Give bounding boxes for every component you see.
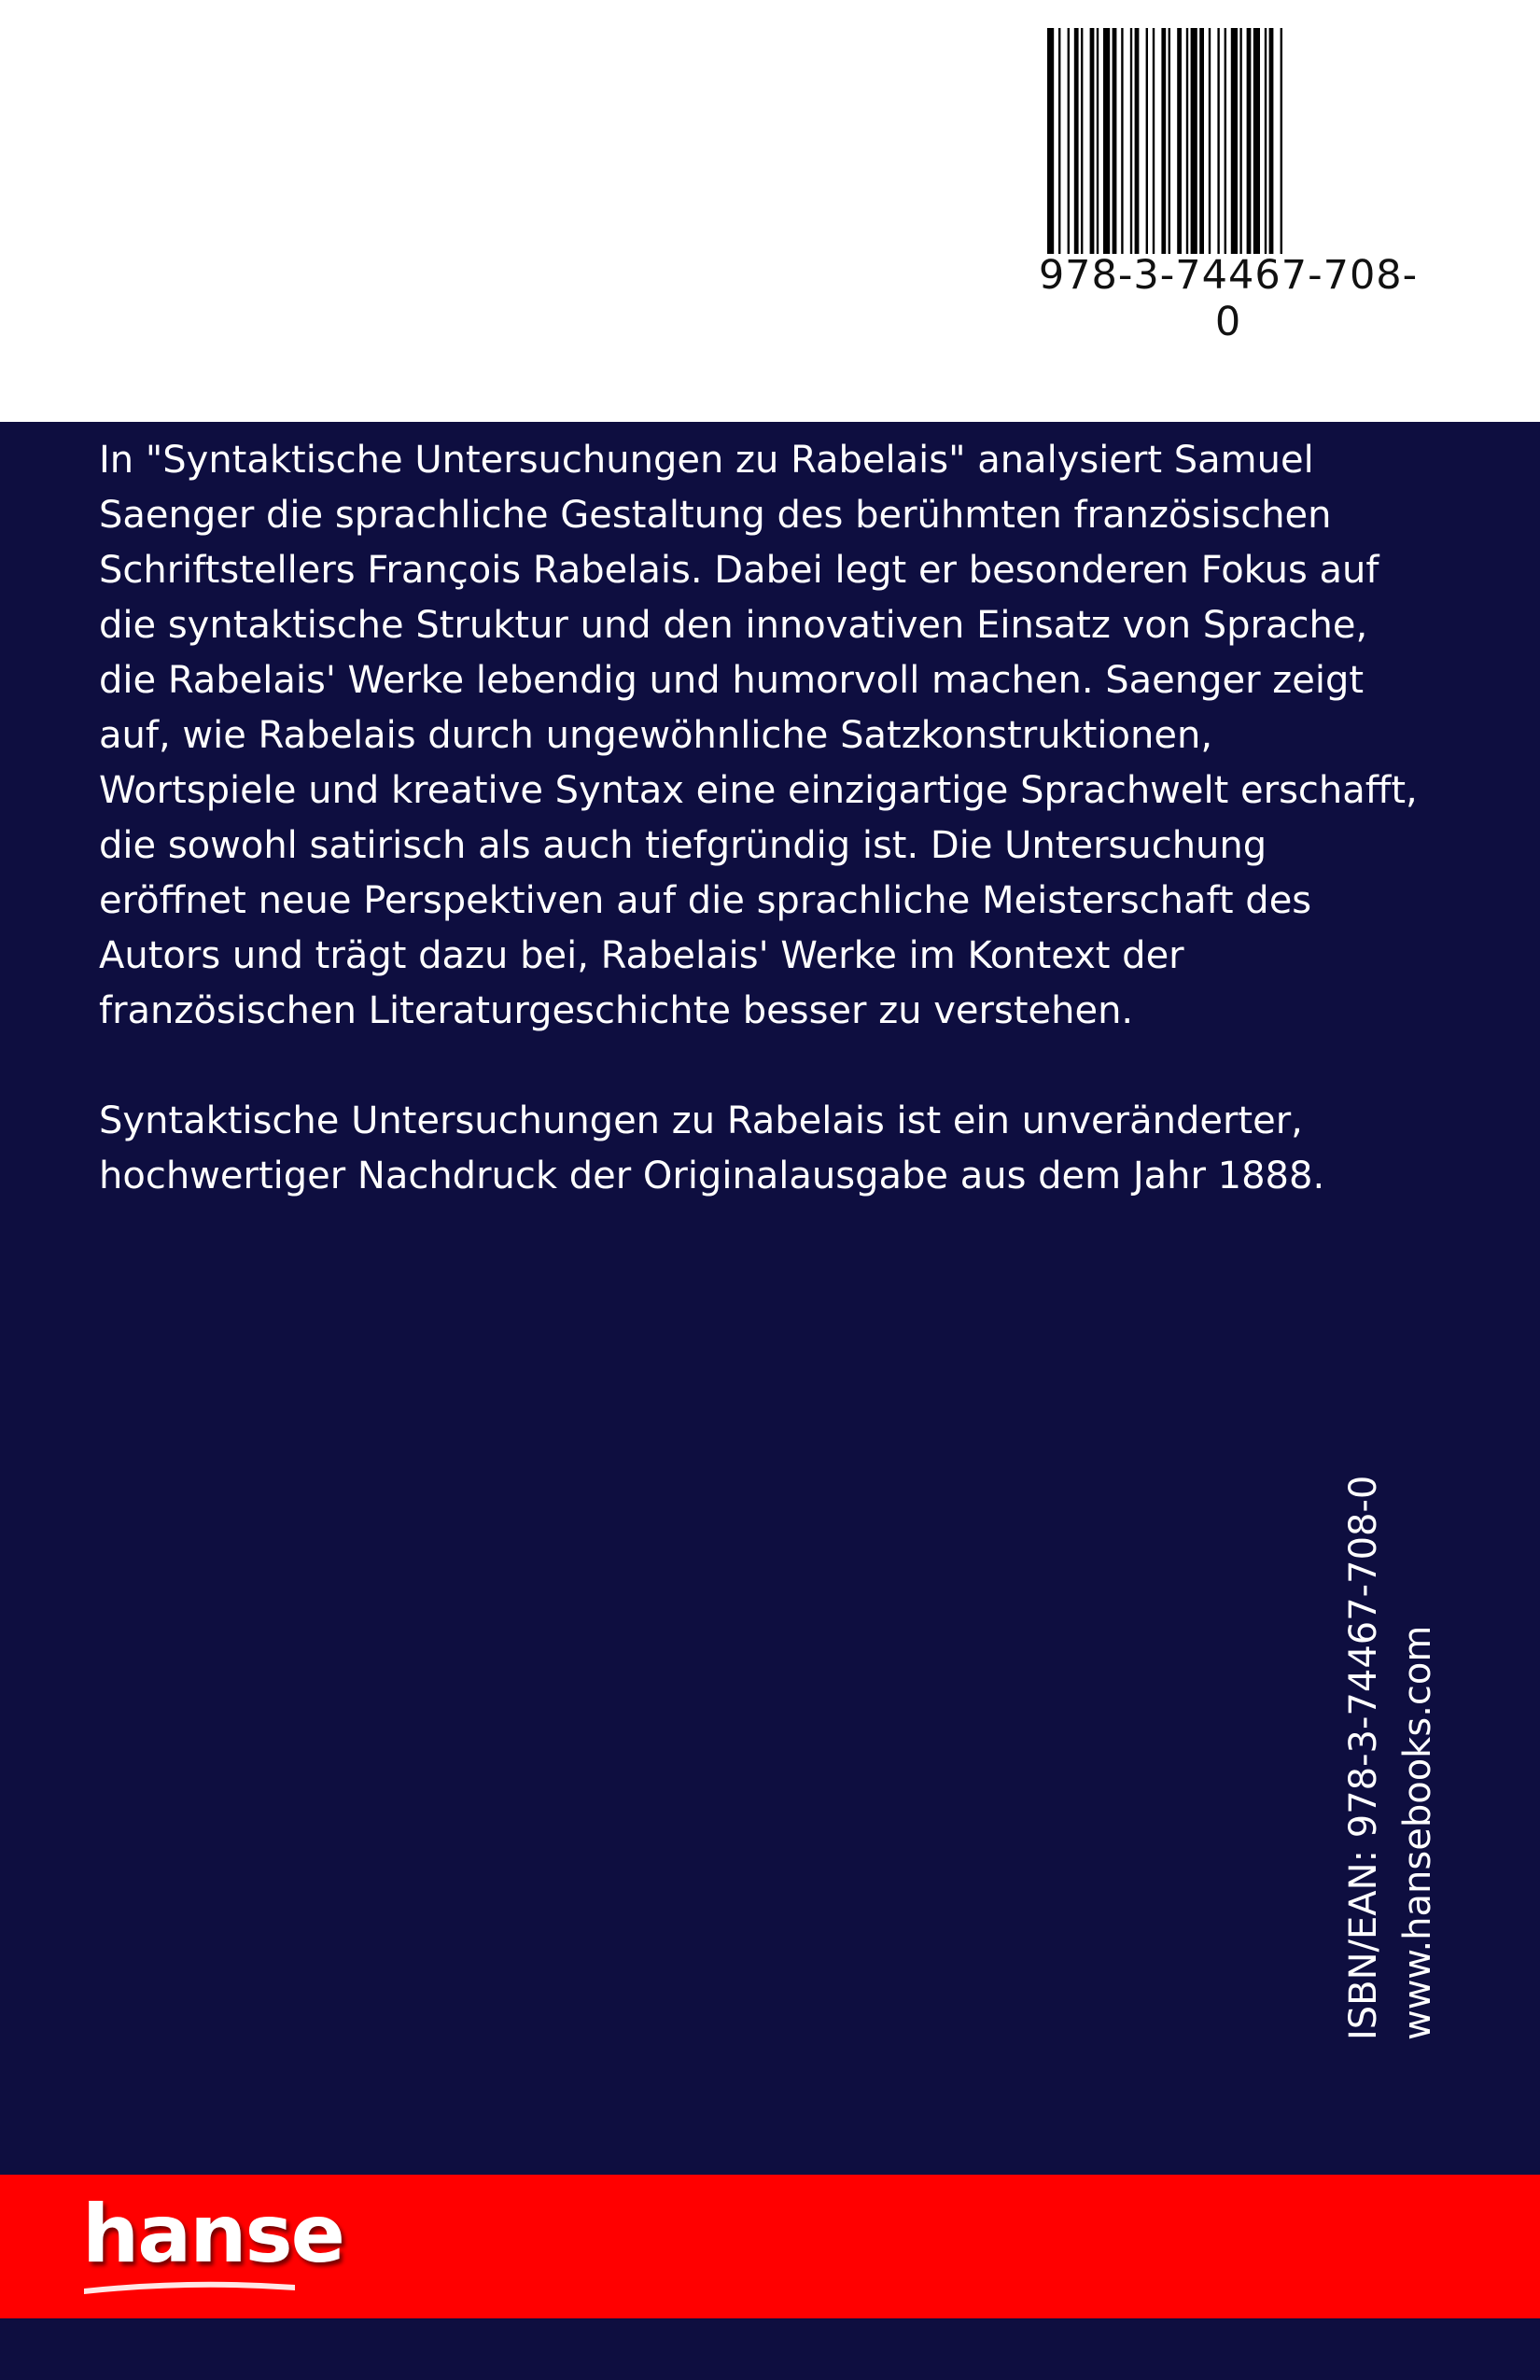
barcode-bar [1047,28,1054,254]
barcode-number: 978-3-74467-708-0 [1038,252,1419,345]
barcode-bar [1186,28,1188,254]
barcode-bar [1239,28,1241,254]
description-line: Schriftstellers François Rabelais. Dabei legt er besonderen Fokus auf [99,549,1379,592]
barcode-bar [1081,28,1083,254]
barcode-bar [1209,28,1211,254]
barcode-bar [1113,28,1117,254]
barcode-image [1045,28,1419,254]
barcode-bar [1231,28,1238,254]
barcode-bar [1090,28,1095,254]
description-line: Autors und trägt dazu bei, Rabelais' Werke im Kontext der [99,934,1184,977]
description-line: Wortspiele und kreative Syntax eine einzigartige Sprachwelt erschafft, [99,769,1418,812]
barcode-bar [1103,28,1110,254]
hanse-logo: hanse [82,2188,343,2281]
barcode-bar [1247,28,1252,254]
barcode-bar [1074,28,1079,254]
barcode-bar [1130,28,1132,254]
reprint-line: hochwertiger Nachdruck der Originalausgabe aus dem Jahr 1888. [99,1155,1325,1197]
description-line: die sowohl satirisch als auch tiefgründig ist. Die Untersuchung [99,824,1267,867]
website-vertical-text: www.hansebooks.com [1396,1625,1439,2040]
barcode-bar [1265,28,1267,254]
description-line: die Rabelais' Werke lebendig und humorvoll machen. Saenger zeigt [99,659,1365,702]
barcode-bar [1121,28,1123,254]
barcode-bar [1225,28,1226,254]
barcode-bar [1169,28,1170,254]
description-line: In "Syntaktische Untersuchungen zu Rabelais" analysiert Samuel [99,439,1314,482]
bottom-navy-strip [0,2318,1540,2380]
reprint-note [99,1094,1462,1204]
barcode-bar [1269,28,1274,254]
barcode-bar [1191,28,1197,254]
book-description [99,433,1462,1039]
barcode-bar [1097,28,1099,254]
barcode-bar [1199,28,1204,254]
description-line: eröffnet neue Perspektiven auf die sprachliche Meisterschaft des [99,879,1312,922]
barcode-block [1034,28,1422,345]
description-line: die syntaktische Struktur und den innovativen Einsatz von Sprache, [99,604,1368,647]
barcode-bar [1177,28,1182,254]
reprint-line: Syntaktische Untersuchungen zu Rabelais ist ein unveränderter, [99,1099,1303,1142]
barcode-bar [1153,28,1155,254]
description-line: Saenger die sprachliche Gestaltung des berühmten französischen [99,494,1332,537]
barcode-bar [1217,28,1219,254]
barcode-bar [1135,28,1140,254]
isbn-vertical-text: ISBN/EAN: 978-3-74467-708-0 [1342,1475,1385,2040]
logo-swoosh-icon [82,2275,297,2296]
barcode-bar [1146,28,1148,254]
barcode-bar [1161,28,1166,254]
barcode-bar [1253,28,1260,254]
description-line: auf, wie Rabelais durch ungewöhnliche Satzkonstruktionen, [99,714,1213,757]
barcode-bar [1058,28,1060,254]
description-line: französischen Literaturgeschichte besser zu verstehen. [99,989,1134,1032]
barcode-bar [1068,28,1070,254]
barcode-bar [1281,28,1282,254]
